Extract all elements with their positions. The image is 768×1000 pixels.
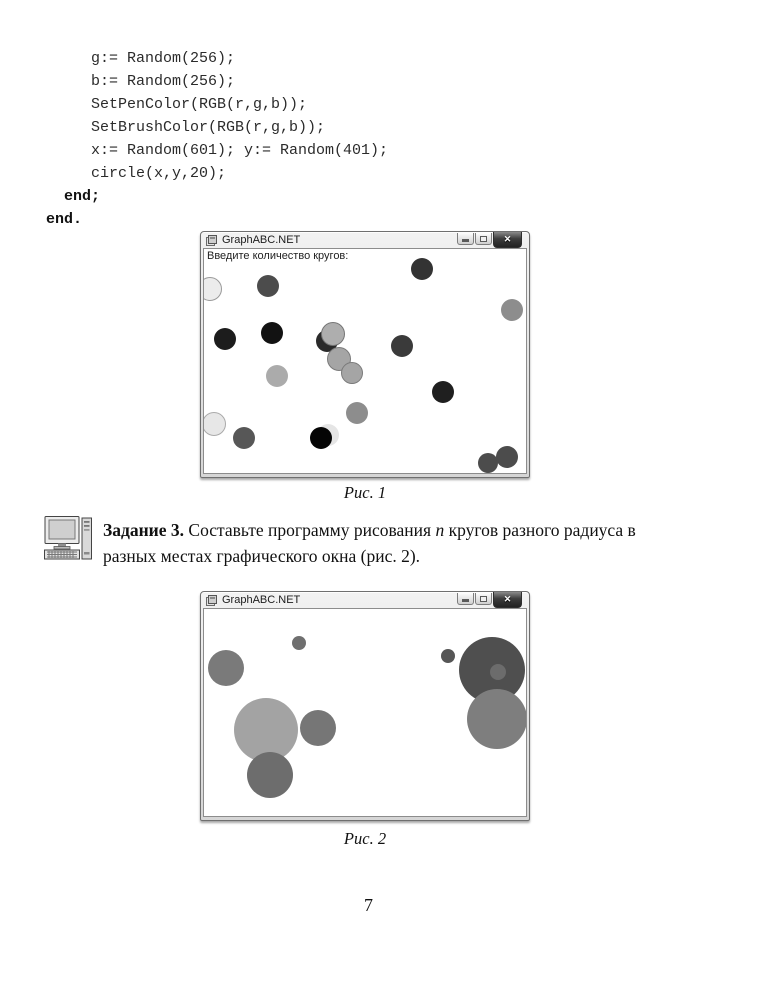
circle [214,328,236,350]
circle [247,752,293,798]
circle [490,664,506,680]
close-button[interactable] [493,232,522,248]
circle [501,299,523,321]
task-text-segment: кругов разного радиуса в разных местах графического окна (рис. 2). [103,520,636,566]
circle [467,689,527,749]
app-icon [206,595,217,606]
code-line: SetPenColor(RGB(r,g,b)); [46,96,308,113]
minimize-icon [462,599,469,602]
circle [261,322,283,344]
prompt-label: Введите количество кругов: [207,250,349,262]
circle [266,365,288,387]
window-title: GraphABC.NET [222,234,301,246]
code-line: x:= Random(601); y:= Random(401); [46,142,389,159]
code-listing [46,47,388,231]
circle [341,362,363,384]
code-line: SetBrushColor(RGB(r,g,b)); [46,119,326,136]
circle [203,277,222,301]
task-text-segment: Составьте программу рисования [184,520,436,540]
circle [496,446,518,468]
figure-caption-1: Рис. 1 [343,483,387,502]
circle [300,710,336,746]
code-line: end; [46,188,101,205]
close-icon: ✕ [503,594,512,604]
graphics-canvas-1 [203,248,527,474]
circle [478,453,498,473]
computer-icon [44,516,92,562]
code-line: circle(x,y,20); [46,165,227,182]
circle [292,636,306,650]
minimize-button[interactable] [457,593,474,605]
circle [391,335,413,357]
graphics-canvas-2 [203,608,527,817]
window-controls [457,592,522,608]
window-title-bar[interactable] [201,232,529,248]
code-line: end. [46,211,83,228]
circle [203,412,226,436]
page-number: 7 [364,895,373,915]
minimize-button[interactable] [457,233,474,245]
circle [432,381,454,403]
maximize-icon [480,236,487,242]
window-controls [457,232,522,248]
circle [233,427,255,449]
circle [441,649,455,663]
minimize-icon [462,239,469,242]
circle [411,258,433,280]
task-text-segment: Задание 3. [103,520,185,540]
circle [346,402,368,424]
circle [310,427,332,449]
close-button[interactable] [493,592,522,608]
maximize-button[interactable] [475,593,492,605]
circle [321,322,345,346]
graphabc-window-2 [200,591,530,821]
graphabc-window-1 [200,231,530,478]
circle [208,650,244,686]
circle [257,275,279,297]
close-icon: ✕ [503,234,512,244]
task-text-segment: n [435,520,445,540]
window-title: GraphABC.NET [222,594,301,606]
figure-caption-2: Рис. 2 [343,829,387,848]
task-paragraph [103,518,689,569]
code-line: g:= Random(256); [46,50,236,67]
app-icon [206,235,217,246]
window-title-bar[interactable] [201,592,529,608]
code-line: b:= Random(256); [46,73,236,90]
maximize-button[interactable] [475,233,492,245]
maximize-icon [480,596,487,602]
